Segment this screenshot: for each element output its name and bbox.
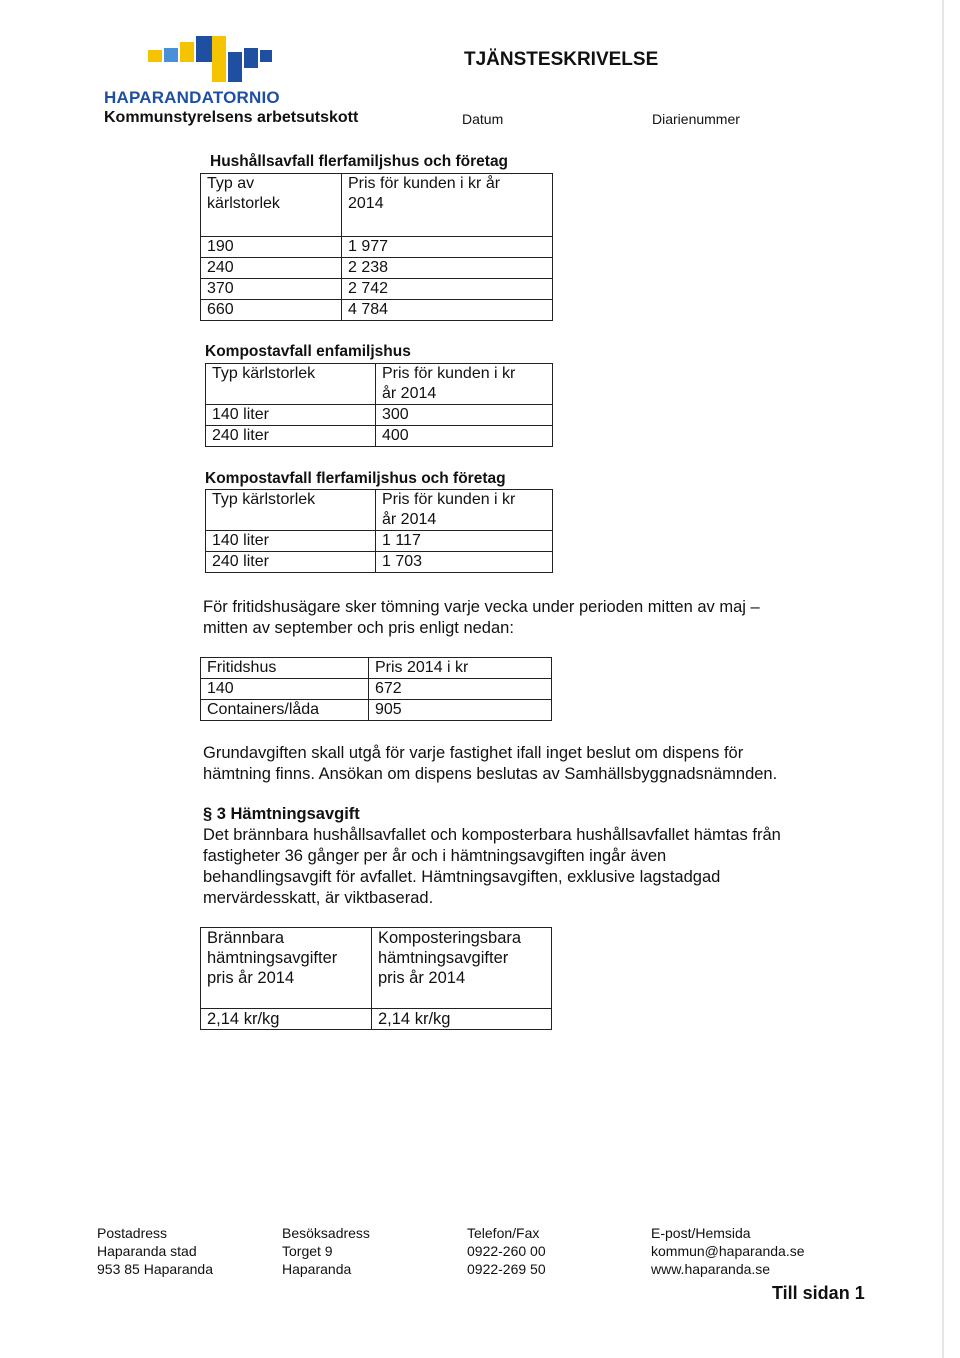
section-3-heading: § 3 Hämtningsavgift	[203, 805, 360, 823]
header-cell: Pris 2014 i kr	[369, 658, 552, 679]
cell: 905	[369, 700, 552, 721]
table-row	[206, 426, 553, 447]
footer-line: 953 85 Haparanda	[97, 1261, 213, 1277]
cell: 2 238	[342, 258, 553, 279]
hushall-heading: Hushållsavfall flerfamiljshus och företag	[210, 153, 509, 170]
haparanda-logo	[148, 36, 274, 82]
cell: 660	[201, 300, 342, 321]
paragraph-line: behandlingsavgift för avfallet. Hämtningsavgiften, exklusive lagstadgad	[203, 868, 721, 886]
cell: 190	[201, 237, 342, 258]
header-text: Pris för kunden i kr	[382, 365, 516, 382]
header-text: Komposteringsbara	[378, 929, 522, 947]
header-cell	[376, 364, 553, 405]
next-page-label: Till sidan 1	[772, 1283, 865, 1303]
page-edge-shadow	[942, 0, 944, 1358]
header-cell	[201, 928, 372, 1009]
datum-label: Datum	[462, 111, 504, 127]
cell: Containers/låda	[201, 700, 369, 721]
document-type: TJÄNSTESKRIVELSE	[464, 49, 659, 70]
table-header-row	[201, 174, 553, 237]
cell: 140 liter	[206, 531, 376, 552]
header-cell	[342, 174, 553, 237]
department-name: Kommunstyrelsens arbetsutskott	[104, 109, 359, 126]
header-text: kärlstorlek	[207, 195, 280, 212]
table-row	[206, 405, 553, 426]
footer-line: Haparanda stad	[97, 1243, 197, 1259]
paragraph-line: mitten av september och pris enligt nedan:	[203, 619, 514, 637]
cell: 4 784	[342, 300, 553, 321]
footer-epost	[651, 1224, 805, 1278]
cell: 140 liter	[206, 405, 376, 426]
table-row	[201, 258, 553, 279]
cell: 240	[201, 258, 342, 279]
cell: 140	[201, 679, 369, 700]
kompost-fler-heading: Kompostavfall flerfamiljshus och företag	[205, 470, 506, 487]
paragraph-line: Det brännbara hushållsavfallet och komposterbara hushållsavfallet hämtas från	[203, 826, 781, 844]
cell: 1 977	[342, 237, 553, 258]
table-header-row	[201, 928, 552, 1009]
header-text: pris år 2014	[207, 969, 295, 987]
header-text: Typ av	[207, 175, 255, 192]
table-row	[206, 531, 553, 552]
header-text: 2014	[348, 195, 384, 212]
footer-telefon	[467, 1224, 546, 1278]
grund-paragraph	[203, 743, 777, 785]
cell: 400	[376, 426, 553, 447]
cell: 1 117	[376, 531, 553, 552]
header-cell	[201, 174, 342, 237]
paragraph-line: Grundavgiften skall utgå för varje fastighet ifall inget beslut om dispens för	[203, 744, 744, 762]
table-row	[201, 237, 553, 258]
footer-besoksadress	[282, 1224, 370, 1278]
footer-email: kommun@haparanda.se	[651, 1243, 805, 1259]
header-cell	[372, 928, 552, 1009]
cell: 370	[201, 279, 342, 300]
footer-line: 0922-260 00	[467, 1243, 546, 1259]
footer-label: Besöksadress	[282, 1225, 370, 1241]
paragraph-line: fastigheter 36 gånger per år och i hämtningsavgiften ingår även	[203, 847, 667, 865]
table-row	[201, 279, 553, 300]
hushall-table	[200, 173, 553, 321]
cell: 300	[376, 405, 553, 426]
cell: 672	[369, 679, 552, 700]
table-row	[201, 700, 552, 721]
fritid-table	[200, 657, 552, 721]
footer-website: www.haparanda.se	[651, 1261, 771, 1277]
cell: 2 742	[342, 279, 553, 300]
cell: 240 liter	[206, 552, 376, 573]
footer-line: Haparanda	[282, 1261, 352, 1277]
header-text: Pris för kunden i kr	[382, 491, 516, 508]
footer-label: Postadress	[97, 1225, 168, 1241]
cell: 240 liter	[206, 426, 376, 447]
header-text: år 2014	[382, 385, 437, 402]
header-text: Pris för kunden i kr år	[348, 175, 501, 192]
header-cell	[376, 490, 553, 531]
header-text: Brännbara	[207, 929, 285, 947]
paragraph-line: hämtning finns. Ansökan om dispens beslutas av Samhällsbyggnadsnämnden.	[203, 765, 778, 783]
kompost-en-table	[205, 363, 553, 447]
table-row	[201, 1009, 552, 1030]
table-header-row	[206, 364, 553, 405]
footer-postadress	[97, 1224, 213, 1278]
header-cell: Typ kärlstorlek	[206, 490, 376, 531]
header-text: pris år 2014	[378, 969, 466, 987]
cell: 1 703	[376, 552, 553, 573]
header-cell: Fritidshus	[201, 658, 369, 679]
footer-line: 0922-269 50	[467, 1261, 546, 1277]
footer-label: E-post/Hemsida	[651, 1225, 751, 1241]
fritid-intro	[203, 597, 760, 639]
org-name: HAPARANDATORNIO	[104, 88, 280, 107]
table-row	[206, 552, 553, 573]
paragraph-line: mervärdesskatt, är viktbaserad.	[203, 889, 434, 907]
table-row	[201, 679, 552, 700]
footer-line: Torget 9	[282, 1243, 333, 1259]
header-text: hämtningsavgifter	[207, 949, 338, 967]
footer-label: Telefon/Fax	[467, 1225, 540, 1241]
paragraph-line: För fritidshusägare sker tömning varje vecka under perioden mitten av maj –	[203, 598, 760, 616]
hamtning-table	[200, 927, 552, 1030]
cell: 2,14 kr/kg	[201, 1009, 372, 1030]
table-row	[201, 300, 553, 321]
kompost-en-heading: Kompostavfall enfamiljshus	[205, 343, 411, 360]
table-header-row	[206, 490, 553, 531]
header-cell: Typ kärlstorlek	[206, 364, 376, 405]
cell: 2,14 kr/kg	[372, 1009, 552, 1030]
diarienummer-label: Diarienummer	[652, 111, 740, 127]
header-text: hämtningsavgifter	[378, 949, 509, 967]
kompost-fler-table	[205, 489, 553, 573]
header-text: år 2014	[382, 511, 437, 528]
table-header-row	[201, 658, 552, 679]
section-3-paragraph	[203, 825, 781, 909]
